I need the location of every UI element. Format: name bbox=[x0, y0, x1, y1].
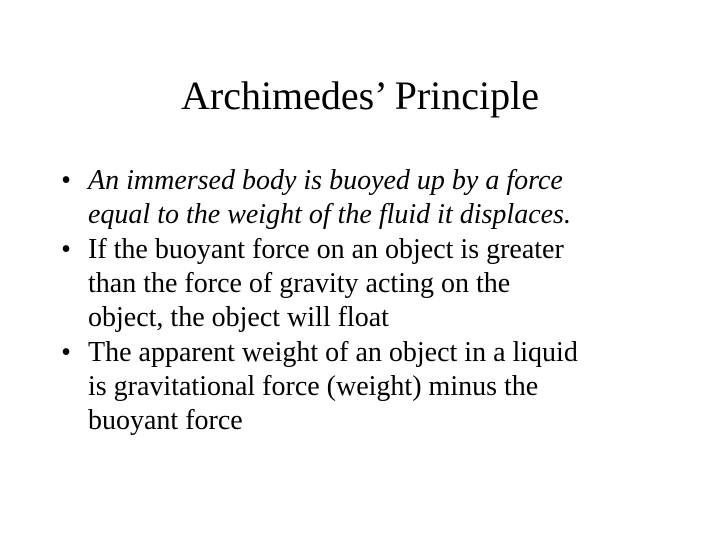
bullet-icon: • bbox=[61, 165, 71, 196]
bullet-list bbox=[56, 164, 696, 439]
bullet-line: is gravitational force (weight) minus the bbox=[88, 371, 539, 402]
bullet-item bbox=[56, 164, 696, 232]
bullet-line: The apparent weight of an object in a liquid bbox=[88, 337, 578, 368]
bullet-icon: • bbox=[61, 234, 71, 265]
bullet-line: than the force of gravity acting on the bbox=[88, 268, 511, 299]
bullet-item bbox=[56, 336, 696, 438]
bullet-line: buoyant force bbox=[88, 405, 243, 436]
bullet-line: object, the object will float bbox=[88, 302, 389, 333]
bullet-text bbox=[88, 164, 696, 232]
bullet-line: equal to the weight of the fluid it displaces. bbox=[88, 199, 571, 230]
bullet-line: An immersed body is buoyed up by a force bbox=[88, 165, 563, 196]
bullet-text bbox=[88, 336, 696, 438]
slide-title: Archimedes’ Principle bbox=[180, 73, 540, 118]
bullet-text bbox=[88, 233, 696, 335]
bullet-item bbox=[56, 233, 696, 335]
bullet-line: If the buoyant force on an object is greater bbox=[88, 234, 564, 265]
bullet-icon: • bbox=[61, 337, 71, 368]
